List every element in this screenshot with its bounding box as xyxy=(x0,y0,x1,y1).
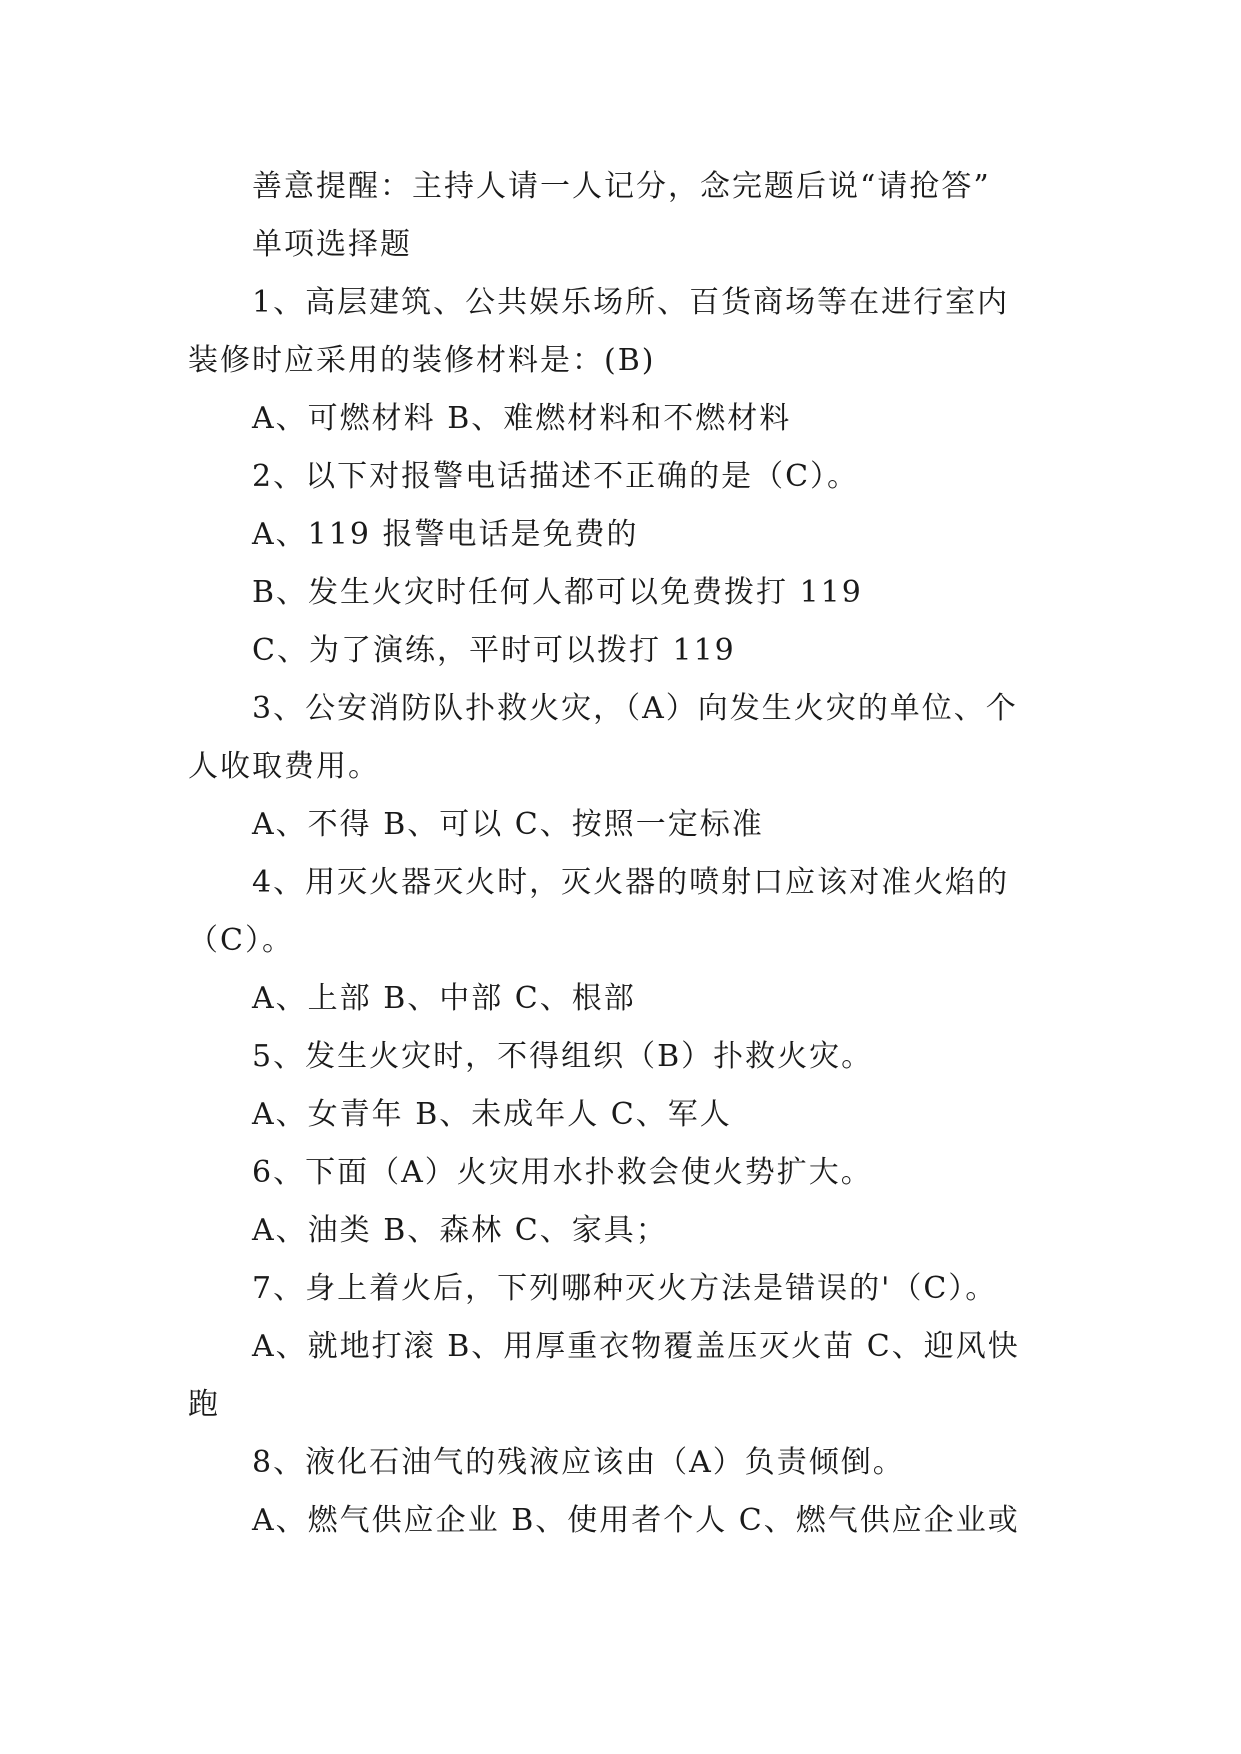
question-4-continued: （C）。 xyxy=(188,923,294,958)
question-2-option-b: B、发生火灾时任何人都可以免费拨打 119 xyxy=(252,575,863,610)
question-3-continued: 人收取费用。 xyxy=(188,749,380,784)
question-6-options: A、油类 B、森林 C、家具； xyxy=(252,1213,668,1248)
question-3-options: A、不得 B、可以 C、按照一定标准 xyxy=(252,807,764,842)
question-1-options: A、可燃材料 B、难燃材料和不燃材料 xyxy=(252,401,792,436)
section-heading: 单项选择题 xyxy=(252,227,412,262)
question-2-option-a: A、119 报警电话是免费的 xyxy=(252,517,639,552)
question-5: 5、发生火灾时，不得组织（B）扑救火灾。 xyxy=(252,1039,874,1074)
document-body xyxy=(188,158,1058,1550)
question-2: 2、以下对报警电话描述不正确的是（C）。 xyxy=(252,459,860,494)
question-1: 1、高层建筑、公共娱乐场所、百货商场等在进行室内 xyxy=(252,285,1010,320)
question-1-continued: 装修时应采用的装修材料是：(B) xyxy=(188,343,656,378)
question-3: 3、公安消防队扑救火灾，（A）向发生火灾的单位、个 xyxy=(252,691,1018,726)
question-8-options: A、燃气供应企业 B、使用者个人 C、燃气供应企业或 xyxy=(252,1503,1020,1538)
question-7-options: A、就地打滚 B、用厚重衣物覆盖压灭火苗 C、迎风快 xyxy=(252,1329,1020,1364)
question-4-options: A、上部 B、中部 C、根部 xyxy=(252,981,636,1016)
question-7: 7、身上着火后，下列哪种灭火方法是错误的'（C）。 xyxy=(252,1271,998,1306)
reminder-line: 善意提醒：主持人请一人记分，念完题后说“请抢答” xyxy=(252,169,991,204)
question-5-options: A、女青年 B、未成年人 C、军人 xyxy=(252,1097,732,1132)
question-7-options-continued: 跑 xyxy=(188,1387,220,1422)
question-6: 6、下面（A）火灾用水扑救会使火势扩大。 xyxy=(252,1155,873,1190)
question-8: 8、液化石油气的残液应该由（A）负责倾倒。 xyxy=(252,1445,905,1480)
question-2-option-c: C、为了演练，平时可以拨打 119 xyxy=(252,633,736,668)
question-4: 4、用灭火器灭火时，灭火器的喷射口应该对准火焰的 xyxy=(252,865,1010,900)
